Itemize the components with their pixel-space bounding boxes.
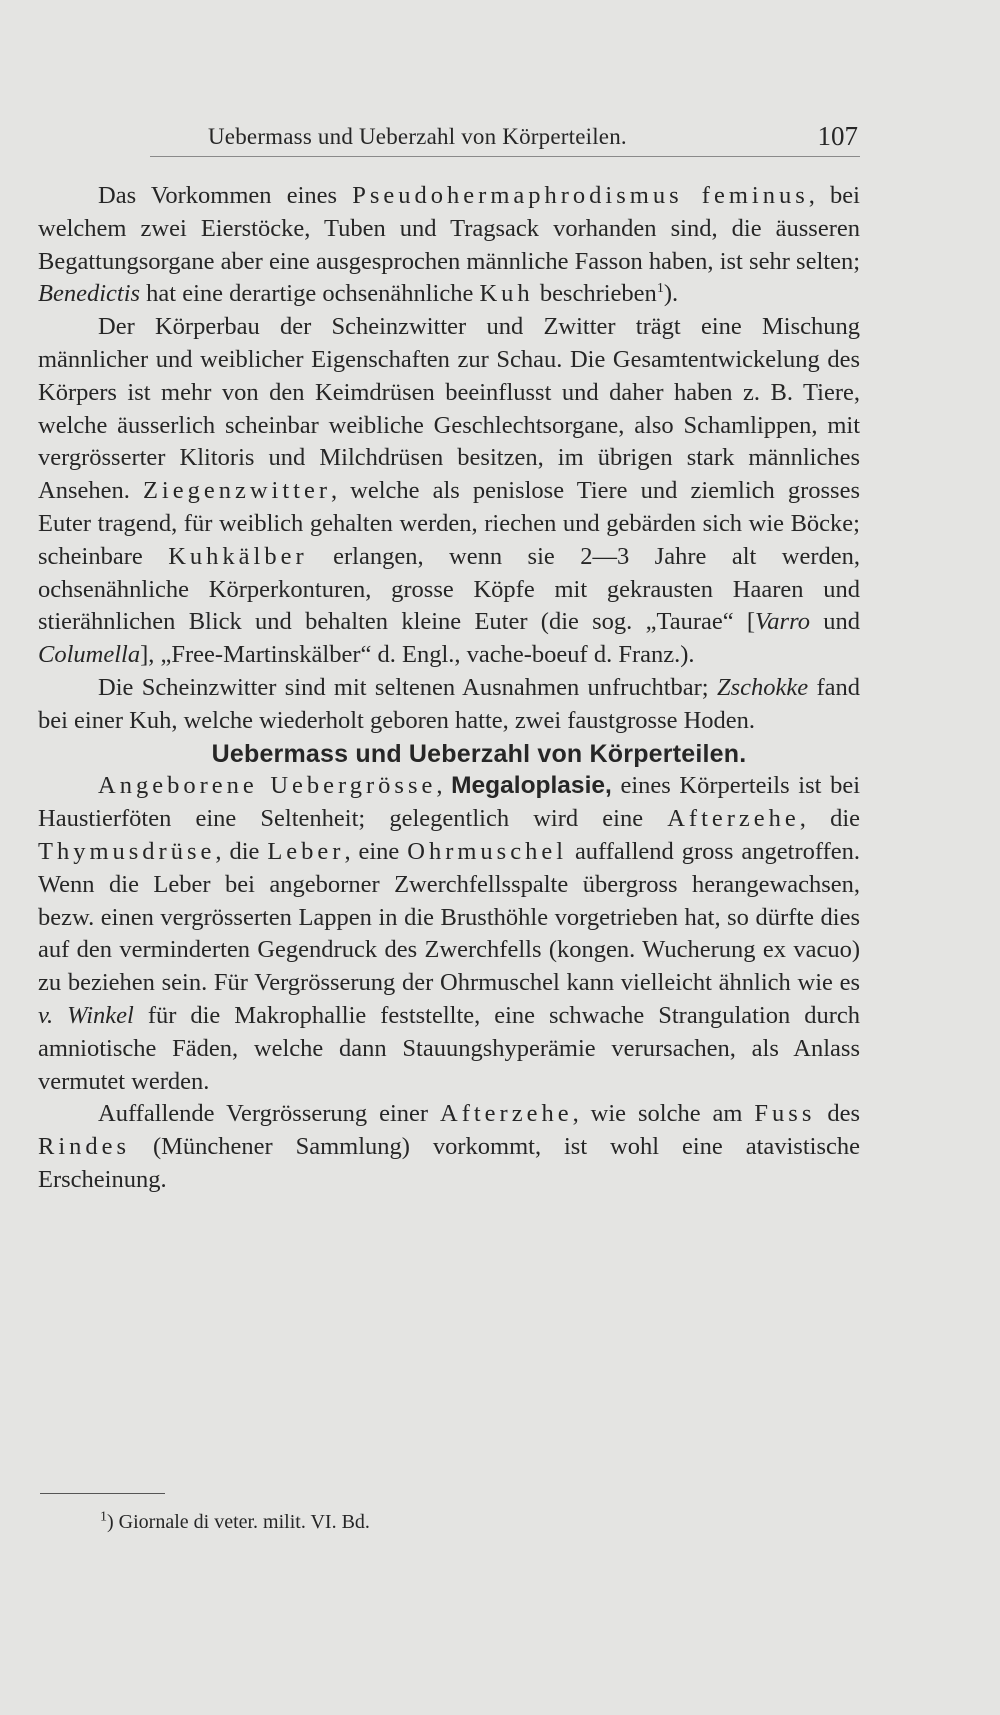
footnote-marker: 1 [100, 1509, 107, 1525]
paragraph-1: Das Vorkommen eines Pseudohermaphrodismus feminus, bei welchem zwei Eierstöcke, Tuben und Tragsack vorhanden sind, die äusseren Begattungsorgane aber eine ausgesprochen männliche Fasson haben, ist sehr selten; Benedictis hat eine derartige ochsenähnliche Kuh beschrieben$^1$). [38, 182, 860, 308]
footnote-text: ) Giornale di veter. milit. VI. Bd. [107, 1511, 370, 1533]
footnote [100, 1511, 370, 1534]
footnote-rule [40, 1493, 165, 1494]
spaced-term: Ziegenzwitter [142, 477, 331, 505]
bold-term: Megaloplasie, [451, 772, 612, 800]
author-name: Benedictis [38, 280, 141, 308]
spaced-term: Kuh [479, 280, 534, 308]
spaced-term: Fuss [754, 1100, 816, 1128]
main-text [38, 180, 860, 1197]
page-header [208, 118, 860, 152]
author-name: Varro [755, 608, 810, 636]
paragraph-5: Auffallende Vergrösserung einer Afterzehe, wie solche am Fuss des Rindes (Münchener Sammlung) vorkommt, ist wohl eine atavistische Erscheinung. [38, 1100, 860, 1193]
paragraph-3: Die Scheinzwitter sind mit seltenen Ausnahmen unfruchtbar; Zschokke fand bei einer Kuh, welche wiederholt geboren hatte, zwei faustgrosse Hoden. [38, 673, 860, 734]
footnote-reference: 1 [656, 281, 664, 297]
spaced-term: Angeborene Uebergrösse [98, 772, 437, 800]
author-name: Zschokke [716, 673, 809, 701]
paragraph-2: Der Körperbau der Scheinzwitter und Zwitter trägt eine Mischung männlicher und weiblicher Eigenschaften zur Schau. Die Gesamtentwickelung des Körpers ist mehr von den Keimdrüsen beeinflusst und daher haben z. B. Tiere, welche äusserlich scheinbar weibliche Geschlechtsorgane, also Schamlippen, mit vergrösserter Klitoris und Milchdrüsen besitzen, im übrigen stark männliches Ansehen. Ziegenzwitter, welche als penislose Tiere und ziemlich grosses Euter tragend, für weiblich gehalten werden, riechen und gebärden sich wie Böcke; scheinbare Kuhkälber erlangen, wenn sie 2—3 Jahre alt werden, ochsenähnliche Körperkonturen, grosse Köpfe mit gekrausten Haaren und stierähnlichen Blick und behalten kleine Euter (die sog. „Taurae“ [Varro und Columella], „Free-Martinskälber“ d. Engl., vache-boeuf d. Franz.). [38, 313, 861, 669]
running-title: Uebermass und Ueberzahl von Körperteilen. [208, 124, 627, 149]
paragraph-4: Angeborene Uebergrösse, Megaloplasie, eines Körperteils ist bei Haustierföten eine Seltenheit; gelegentlich wird eine Afterzehe, die Thymusdrüse, die Leber, eine Ohrmuschel auffallend gross angetroffen. Wenn die Leber bei angeborner Zwerchfellsspalte übergross herangewachsen, bezw. einen vergrösserten Lappen in die Brusthöhle vorgetrieben hat, so dürfte dies auf den verminderten Gegendruck des Zwerchfells (kongen. Wucherung ex vacuo) zu beziehen sein. Für Vergrösserung der Ohrmuschel kann vielleicht ähnlich wie es v. Winkel für die Makrophallie feststellte, eine schwache Strangulation durch amniotische Fäden, welche dann Stauungshyperämie verursachen, als Anlass vermutet werden. [38, 772, 860, 1095]
spaced-term: Afterzehe [440, 1100, 573, 1128]
author-name: v. Winkel [38, 1001, 134, 1029]
spaced-term: Pseudohermaphrodismus feminus [352, 182, 809, 209]
spaced-term: Leber [267, 837, 345, 865]
spaced-term: Thymusdrüse [38, 837, 216, 865]
page-number: 107 [817, 121, 858, 151]
spaced-term: Ohrmuschel [407, 837, 567, 865]
spaced-term: Rindes [38, 1133, 131, 1161]
spaced-term: Afterzehe [667, 805, 800, 833]
section-heading: Uebermass und Ueberzahl von Körperteilen. [211, 739, 747, 768]
spaced-term: Kuhkälber [168, 542, 308, 570]
author-name: Columella [38, 641, 141, 669]
header-rule [150, 156, 860, 157]
